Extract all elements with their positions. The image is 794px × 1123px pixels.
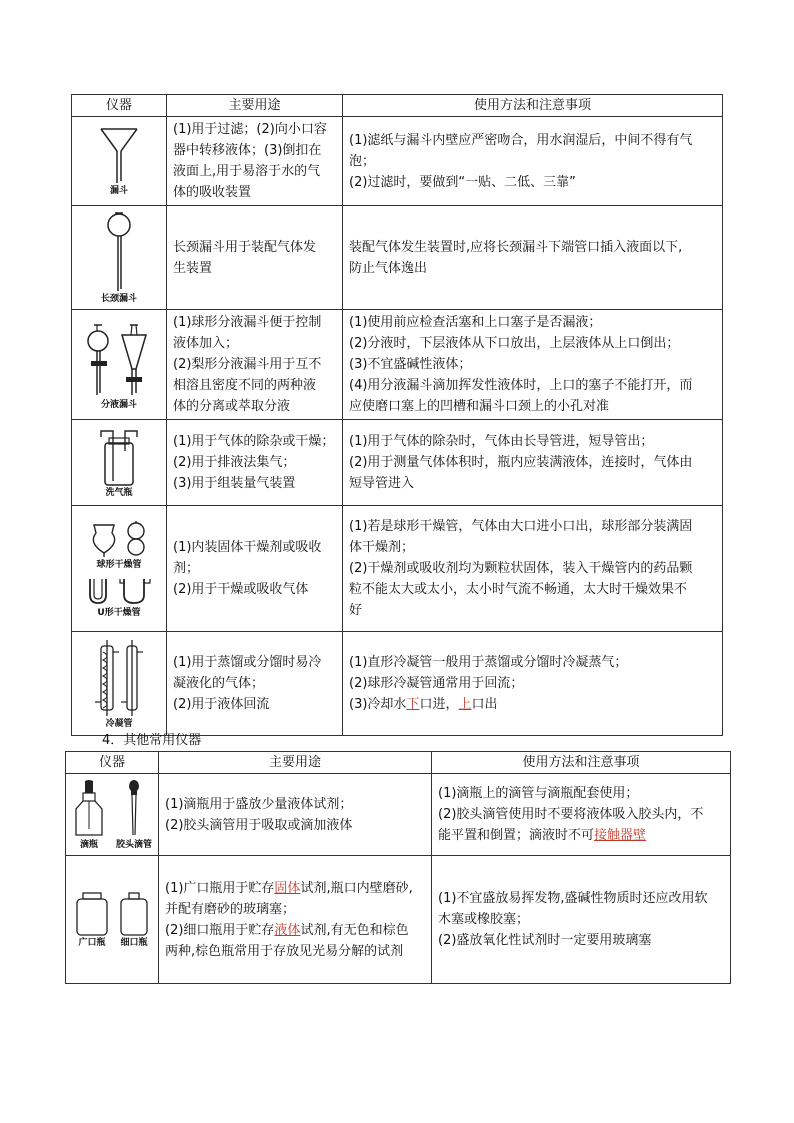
instrument-name: 洗气瓶 [105, 487, 133, 498]
highlight-lower: 下 [406, 697, 420, 712]
instrument-cell [66, 774, 159, 856]
instrument-cell [72, 310, 167, 420]
highlight-upper: 上 [458, 697, 472, 712]
instrument-name: 长颈漏斗 [100, 293, 137, 304]
rubber-dropper-icon [124, 779, 144, 839]
instrument-name: 冷凝管 [105, 718, 133, 729]
u-shaped-drying-tube-icon [84, 575, 154, 607]
notes-cell: (1)使用前应检查活塞和上口塞子是否漏液； (2)分液时，下层液体从下口放出，上层液体从上口倒出； (3)不宜盛碱性液体； (4)用分液漏斗滴加挥发性液体时，上口的塞子不能打开，而 应使磨口塞上的凹槽和漏斗口颈上的小孔对准 [343, 310, 723, 420]
instrument-table-1 [71, 94, 723, 736]
table-row [72, 206, 723, 310]
use-cell: 长颈漏斗用于装配气体发 生装置 [167, 206, 343, 310]
use-cell: (1)用于过滤；(2)向小口容 器中转移液体；(3)倒扣在 液面上,用于易溶于水的气 体的吸收装置 [167, 117, 343, 206]
notes-cell: (1)滤纸与漏斗内壁应严密吻合，用水润湿后，中间不得有气 泡； (2)过滤时，要做到“一贴、二低、三靠” [343, 117, 723, 206]
instrument-cell [72, 420, 167, 506]
gas-washing-bottle-icon [97, 427, 141, 487]
notes-cell: (1)用于气体的除杂时，气体由长导管进，短导管出； (2)用于测量气体体积时，瓶内应装满液体，连接时，气体由 短导管进入 [343, 420, 723, 506]
notes-cell: (1)滴瓶上的滴管与滴瓶配套使用； (2)胶头滴管使用时不要将液体吸入胶头内，不 能平置和倒置；滴液时不可接触器壁 [432, 774, 731, 856]
table-row [72, 310, 723, 420]
instrument-cell [72, 117, 167, 206]
header-main-use: 主要用途 [159, 752, 432, 774]
long-neck-funnel-icon [104, 211, 134, 293]
use-cell: (1)球形分液漏斗便于控制 液体加入； (2)梨形分液漏斗用于互不 相溶且密度不同的两种液 体的分离或萃取分液 [167, 310, 343, 420]
separatory-funnel-icon [84, 319, 154, 399]
table-header-row [66, 752, 731, 774]
header-usage-notes: 使用方法和注意事项 [432, 752, 731, 774]
cooling-water-note: (3)冷却水下口进，上口出 [349, 697, 498, 712]
notes-cell: 装配气体发生装置时,应将长颈漏斗下端管口插入液面以下, 防止气体逸出 [343, 206, 723, 310]
instrument-cell [72, 632, 167, 736]
wide-mouth-bottle-icon [74, 891, 110, 937]
instrument-name: 胶头滴管 [115, 839, 152, 850]
table-header-row [72, 95, 723, 117]
instrument-name: U形干燥管 [97, 607, 141, 618]
instrument-table-2 [65, 751, 731, 984]
use-cell: (1)广口瓶用于贮存固体试剂,瓶口内壁磨砂, 并配有磨砂的玻璃塞； (2)细口瓶用于贮存液体试剂,有无色和棕色 两种,棕色瓶常用于存放见光易分解的试剂 [159, 856, 432, 984]
table-row [72, 632, 723, 736]
condenser-icon [89, 638, 149, 718]
highlight-liquid: 液体 [274, 922, 301, 938]
instrument-name: 漏斗 [109, 186, 128, 196]
instrument-cell [72, 206, 167, 310]
table-row [66, 856, 731, 984]
dropper-bottle-icon [72, 779, 106, 839]
instrument-name: 广口瓶 [78, 937, 106, 948]
notes-cell: (1)直形冷凝管一般用于蒸馏或分馏时冷凝蒸气； (2)球形冷凝管通常用于回流； (3)冷却水下口进，上口出 [343, 632, 723, 736]
use-cell: (1)用于蒸馏或分馏时易冷 凝液化的气体； (2)用于液体回流 [167, 632, 343, 736]
instrument-name: 细口瓶 [120, 937, 148, 948]
notes-cell: (1)若是球形干燥管，气体由大口进小口出，球形部分装满固 体干燥剂； (2)干燥剂或吸收剂均为颗粒状固体，装入干燥管内的药品颗 粒不能太大或太小，太小时气流不畅通，太大时干燥效果不 好 [343, 506, 723, 632]
use-cell: (1)用于气体的除杂或干燥； (2)用于排液法集气； (3)用于组装量气装置 [167, 420, 343, 506]
instrument-cell [66, 856, 159, 984]
spherical-drying-tube-icon [84, 519, 154, 559]
instrument-name: 分液漏斗 [100, 399, 137, 410]
instrument-name: 球形干燥管 [96, 559, 142, 570]
notes-cell: (1)不宜盛放易挥发物,盛碱性物质时还应改用软 木塞或橡胶塞； (2)盛放氧化性试剂时一定要用玻璃塞 [432, 856, 731, 984]
table-row [72, 117, 723, 206]
table-row [66, 774, 731, 856]
header-instrument: 仪器 [66, 752, 159, 774]
table-row [72, 420, 723, 506]
header-main-use: 主要用途 [167, 95, 343, 117]
header-usage-notes: 使用方法和注意事项 [343, 95, 723, 117]
highlight-touch-wall: 接触器壁 [594, 828, 647, 843]
highlight-solid: 固体 [274, 880, 301, 896]
funnel-icon [99, 125, 139, 185]
use-cell: (1)内装固体干燥剂或吸收 剂； (2)用于干燥或吸收气体 [167, 506, 343, 632]
instrument-name: 滴瓶 [79, 839, 98, 850]
table-row [72, 506, 723, 632]
header-instrument: 仪器 [72, 95, 167, 117]
use-cell: (1)滴瓶用于盛放少量液体试剂； (2)胶头滴管用于吸取或滴加液体 [159, 774, 432, 856]
instrument-cell [72, 506, 167, 632]
section-title: 4．其他常用仪器 [102, 733, 202, 748]
narrow-mouth-bottle-icon [118, 891, 150, 937]
